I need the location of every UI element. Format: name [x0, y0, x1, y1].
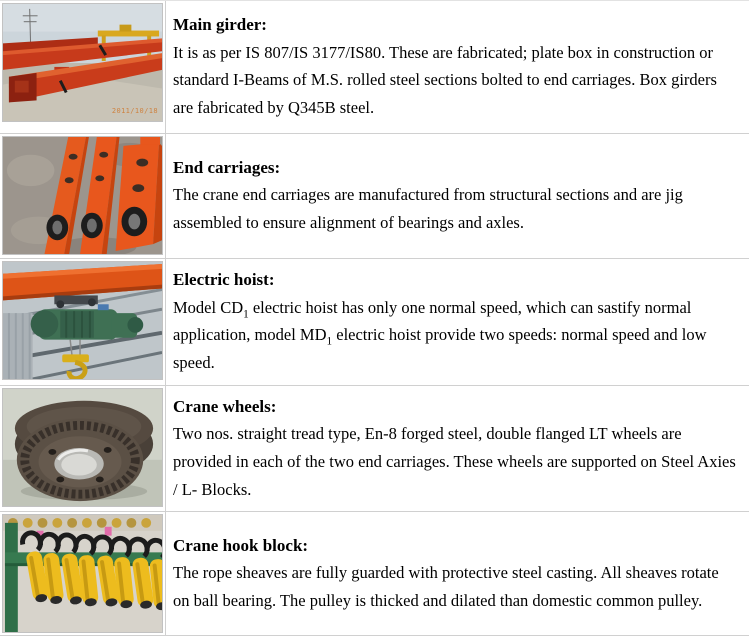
electric-hoist-illustration [3, 262, 162, 379]
body-part: electric hoist provide two speeds: normal speed and low speed. [173, 325, 707, 373]
section-body: It is as per IS 807/IS 3177/IS80. These are fabricated; plate box in construction or standard I-Beams of M.S. rolled steel sections bolted to end carriages. Box girders are fabricated by Q345B steel. [173, 42, 717, 118]
end-carriages-photo [2, 136, 163, 255]
photo-date-stamp: 2011/10/18 [111, 107, 158, 115]
section-electric-hoist [0, 259, 749, 386]
section-main-girder [0, 1, 749, 134]
section-end-carriages [0, 134, 749, 259]
body-part: Model CD [173, 297, 244, 317]
model-subscript: 1 [326, 335, 333, 348]
text-cell [166, 512, 749, 635]
section-crane-hook-block [0, 512, 749, 636]
main-girder-illustration [3, 4, 162, 121]
crane-hook-block-photo [2, 514, 163, 633]
section-body: The rope sheaves are fully guarded with protective steel casting. All sheaves rotate on ball bearing. The pulley is thicked and dilated than domestic common pulley. [173, 562, 719, 610]
photo-cell [0, 512, 166, 635]
photo-cell [0, 386, 166, 511]
model-subscript: 1 [243, 307, 249, 320]
section-heading: Electric hoist: [173, 270, 275, 290]
crane-wheel-photo [2, 388, 163, 507]
section-body [173, 294, 739, 377]
section-heading: Main girder: [173, 15, 267, 35]
crane-wheel-illustration [3, 389, 162, 506]
electric-hoist-photo [2, 261, 163, 380]
body-part: electric hoist has only one normal speed, which can sastify normal application, model MD [173, 297, 692, 345]
photo-cell [0, 259, 166, 385]
section-crane-wheels [0, 386, 749, 512]
end-carriages-illustration [3, 137, 162, 254]
photo-cell [0, 1, 166, 133]
text-cell [166, 134, 749, 258]
text-cell [166, 1, 749, 133]
section-body: The crane end carriages are manufactured from structural sections and are jig assembled to ensure alignment of bearings and axles. [173, 185, 683, 233]
photo-cell [0, 134, 166, 258]
text-cell [166, 386, 749, 511]
section-body: Two nos. straight tread type, En-8 forged steel, double flanged LT wheels are provided in each of the two end carriages. These wheels are supported on Steel Axies / L- Blocks. [173, 424, 736, 499]
section-heading: Crane wheels: [173, 396, 277, 416]
section-heading: Crane hook block: [173, 535, 309, 555]
text-cell [166, 259, 749, 385]
section-heading: End carriages: [173, 158, 281, 178]
crane-hook-block-illustration [3, 515, 162, 632]
main-girder-photo [2, 3, 163, 122]
